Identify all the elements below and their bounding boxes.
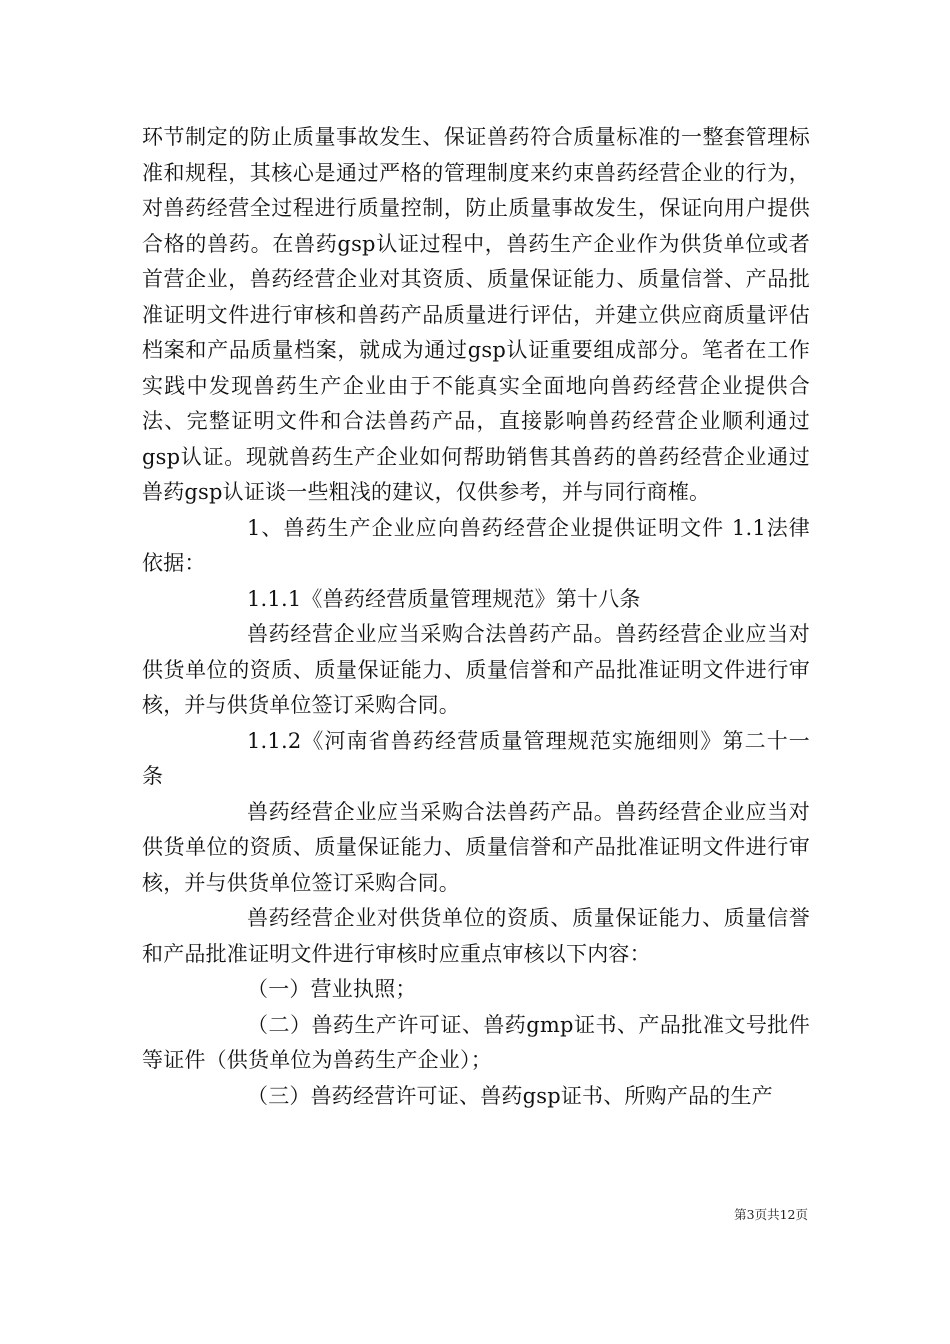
- paragraph-review-items-intro: 兽药经营企业对供货单位的资质、质量保证能力、质量信誉和产品批准证明文件进行审核时应重点审核以下内容：: [142, 906, 810, 966]
- list-item-business-license: （一）营业执照；: [247, 977, 417, 1001]
- list-item-operation-permits: （三）兽药经营许可证、兽药gsp证书、所购产品的生产: [247, 1083, 773, 1108]
- paragraph-clause-1-1-1: 1.1.1《兽药经营质量管理规范》第十八条: [247, 586, 641, 611]
- list-item-production-permits: （二）兽药生产许可证、兽药gmp证书、产品批准文号批件等证件（供货单位为兽药生产企业）；: [142, 1012, 810, 1072]
- paragraph-intro: 环节制定的防止质量事故发生、保证兽药符合质量标准的一整套管理标准和规程，其核心是通过严格的管理制度来约束兽药经营企业的行为，对兽药经营全过程进行质量控制，防止质量事故发生，保证向用户提供合格的兽药。在兽药gsp认证过程中，兽药生产企业作为供货单位或者首营企业，兽药经营企业对其资质、质量保证能力、质量信誉、产品批准证明文件进行审核和兽药产品质量进行评估，并建立供应商质量评估档案和产品质量档案，就成为通过gsp认证重要组成部分。笔者在工作实践中发现兽药生产企业由于不能真实全面地向兽药经营企业提供合法、完整证明文件和合法兽药产品，直接影响兽药经营企业顺利通过gsp认证。现就兽药生产企业如何帮助销售其兽药的兽药经营企业通过兽药gsp认证谈一些粗浅的建议，仅供参考，并与同行商榷。: [142, 125, 810, 504]
- paragraph-clause-1-1-2-text: 兽药经营企业应当采购合法兽药产品。兽药经营企业应当对供货单位的资质、质量保证能力、质量信誉和产品批准证明文件进行审核，并与供货单位签订采购合同。: [142, 799, 810, 895]
- document-body: [142, 120, 810, 1114]
- page-number: 第3页共12页: [734, 1207, 808, 1222]
- paragraph-clause-1-1-1-text: 兽药经营企业应当采购合法兽药产品。兽药经营企业应当对供货单位的资质、质量保证能力、质量信誉和产品批准证明文件进行审核，并与供货单位签订采购合同。: [142, 622, 810, 717]
- paragraph-clause-1-1-2: 1.1.2《河南省兽药经营质量管理规范实施细则》第二十一条: [142, 728, 810, 788]
- paragraph-section-1-heading: 1、兽药生产企业应向兽药经营企业提供证明文件 1.1法律依据：: [142, 515, 810, 575]
